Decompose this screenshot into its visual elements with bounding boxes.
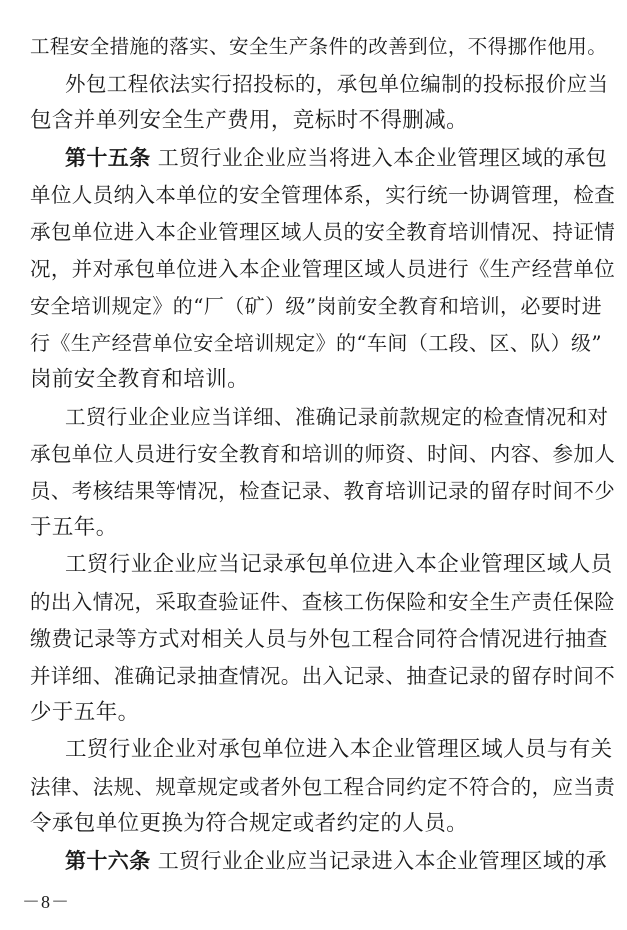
text-line: 于五年。 [30,515,118,540]
text-line: 员、考核结果等情况，检查记录、教育培训记录的留存时间不少 [30,479,616,503]
article-heading: 第十六条 [65,849,151,873]
text-line: 工贸行业企业对承包单位进入本企业管理区域人员与有关 [65,737,613,762]
text-line: 并详细、准确记录抽查情况。出入记录、抽查记录的留存时间不 [30,664,616,688]
text-line: 行《生产经营单位安全培训规定》的“车间（工段、区、队）级” [30,331,603,355]
text-line: 况，并对承包单位进入本企业管理区域人员进行《生产经营单位 [30,257,616,281]
text-line: 外包工程依法实行招投标的，承包单位编制的投标报价应当 [65,72,609,96]
text-line: 岗前安全教育和培训。 [30,367,250,392]
text-line: 工贸行业企业应当详细、准确记录前款规定的检查情况和对 [65,405,609,429]
text-line: 的出入情况，采取查验证件、查核工伤保险和安全生产责任保险 [30,590,616,614]
article-15-line [65,141,610,175]
article-heading: 第十五条 [65,146,151,170]
text-line: 少于五年。 [30,700,140,725]
page-number: －8－ [22,892,70,912]
text-line: 承包单位人员进行安全教育和培训的师资、时间、内容、参加人 [30,442,616,466]
text-line: 工贸行业企业应当记录承包单位进入本企业管理区域人员 [65,552,613,577]
text-line: 单位人员纳入本单位的安全管理体系，实行统一协调管理，检查 [30,183,616,207]
article-text: 工贸行业企业应当记录进入本企业管理区域的承 [157,849,608,873]
text-line: 法律、法规、规章规定或者外包工程合同约定不符合的，应当责 [30,775,616,799]
text-line: 缴费记录等方式对相关人员与外包工程合同符合情况进行抽查 [30,627,608,651]
text-line: 承包单位进入本企业管理区域人员的安全教育培训情况、持证情 [30,220,616,244]
text-line: 包含并单列安全生产费用，竞标时不得删减。 [30,108,469,133]
text-line: 安全培训规定》的“厂（矿）级”岗前安全教育和培训，必要时进 [30,294,603,318]
text-line: 令承包单位更换为符合规定或者约定的人员。 [30,811,469,836]
article-text: 工贸行业企业应当将进入本企业管理区域的承包 [157,146,608,170]
text-line: 工程安全措施的落实、安全生产条件的改善到位，不得挪作他用。 [30,35,608,58]
article-16-line [65,844,610,878]
